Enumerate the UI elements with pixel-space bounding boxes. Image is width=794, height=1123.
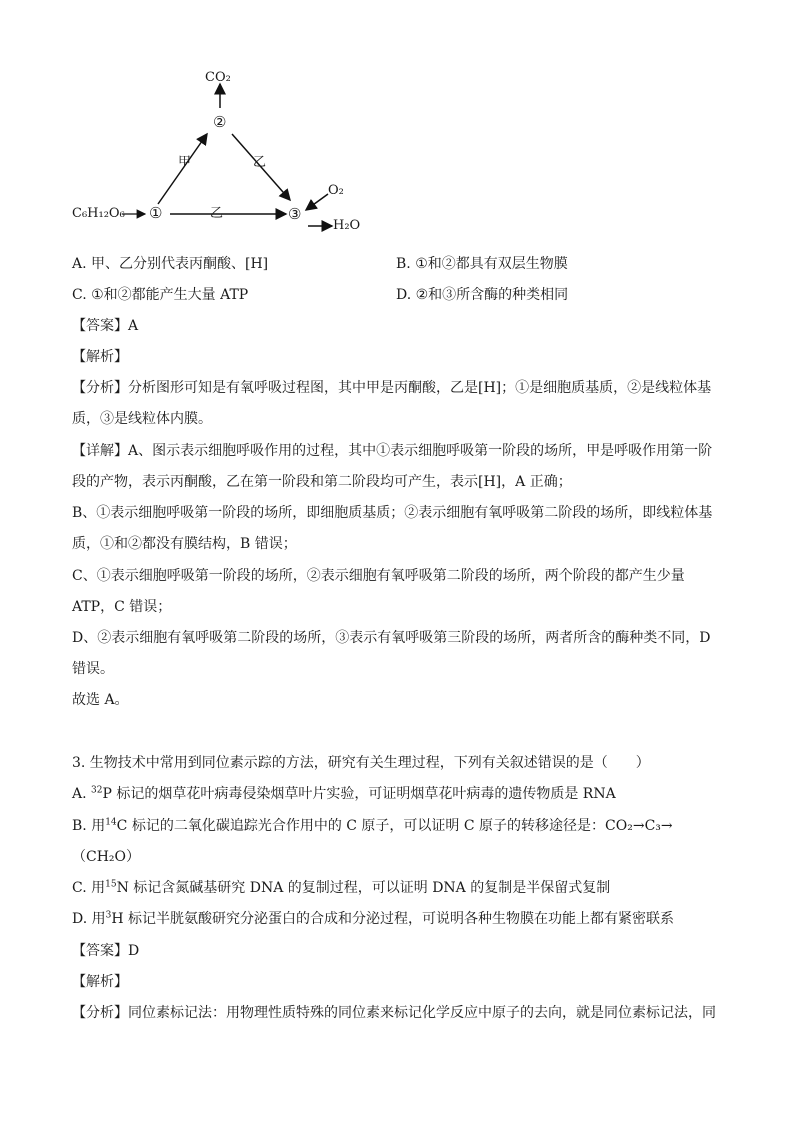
q3-option-b-isotope: 14 xyxy=(105,817,117,828)
q3-option-a xyxy=(72,784,732,804)
q3-option-c-text: N 标记含氮碱基研究 DNA 的复制过程，可以证明 DNA 的复制是半保留式复制 xyxy=(116,880,611,896)
q2-option-b: B. ①和②都具有双层生物膜 xyxy=(396,256,568,272)
q2-d-line1: D、②表示细胞有氧呼吸第二阶段的场所，③表示有氧呼吸第三阶段的场所，两者所含的酶种类不同，D xyxy=(72,630,711,646)
yi-label-lower: 乙 xyxy=(210,206,224,221)
q3-option-c-isotope: 15 xyxy=(105,879,117,890)
q3-option-b xyxy=(72,816,732,836)
q2-detail-line2: 段的产物，表示丙酮酸，乙在第一阶段和第二阶段均可产生，表示[H]，A 正确； xyxy=(72,474,572,490)
respiration-diagram xyxy=(60,62,390,242)
q2-c-line2: ATP，C 错误； xyxy=(72,599,172,615)
glucose-label: C₆H₁₂O₆ xyxy=(72,206,125,221)
node-3-label: ③ xyxy=(288,205,302,223)
q3-option-b-line2: （CH₂O） xyxy=(72,849,141,865)
yi-label-upper: 乙 xyxy=(253,155,267,170)
q2-analysis-header: 【解析】 xyxy=(72,349,128,365)
q2-option-d: D. ②和③所含酶的种类相同 xyxy=(396,287,569,303)
q2-detail-line1: 【详解】A、图示表示细胞呼吸作用的过程，其中①表示细胞呼吸第一阶段的场所，甲是呼吸作用第一阶 xyxy=(72,443,713,459)
q3-option-d xyxy=(72,909,732,929)
q3-stem: 3. 生物技术中常用到同位素示踪的方法，研究有关生理过程，下列有关叙述错误的是（ ） xyxy=(72,755,650,771)
q2-c-line1: C、①表示细胞呼吸第一阶段的场所，②表示细胞有氧呼吸第二阶段的场所，两个阶段的都产生少量 xyxy=(72,568,685,584)
q3-option-c-prefix: C. 用 xyxy=(72,880,106,896)
q3-option-b-text: C 标记的二氧化碳追踪光合作用中的 C 原子，可以证明 C 原子的转移途径是：CO₂→C₃→ xyxy=(116,818,673,834)
q3-answer: 【答案】D xyxy=(72,943,140,959)
q3-option-a-prefix: A. xyxy=(72,786,92,802)
q2-fenxi-line2: 质，③是线粒体内膜。 xyxy=(72,411,212,427)
q3-option-a-text: P 标记的烟草花叶病毒侵染烟草叶片实验，可证明烟草花叶病毒的遗传物质是 RNA xyxy=(102,786,616,802)
q2-conclusion: 故选 A。 xyxy=(72,692,129,708)
q2-answer: 【答案】A xyxy=(72,318,139,334)
jia-label: 甲 xyxy=(178,155,192,170)
q3-option-b-prefix: B. 用 xyxy=(72,818,106,834)
q3-option-d-prefix: D. 用 xyxy=(72,911,106,927)
node-2-label: ② xyxy=(213,113,227,131)
q3-fenxi-line1: 【分析】同位素标记法：用物理性质特殊的同位素来标记化学反应中原子的去向，就是同位素标记法，同 xyxy=(72,1005,716,1021)
h2o-label: H₂O xyxy=(333,218,361,233)
q2-option-a: A. 甲、乙分别代表丙酮酸、[H] xyxy=(72,256,269,272)
node-1-label: ① xyxy=(149,204,163,222)
q3-option-c xyxy=(72,878,732,898)
co2-label: CO₂ xyxy=(205,70,231,85)
q2-fenxi-line1: 【分析】分析图形可知是有氧呼吸过程图，其中甲是丙酮酸，乙是[H]；①是细胞质基质，②是线粒体基 xyxy=(72,380,712,396)
q2-b-line2: 质，①和②都没有膜结构，B 错误； xyxy=(72,536,297,552)
arrow-o2-to-node3 xyxy=(306,194,328,210)
q2-d-line2: 错误。 xyxy=(72,661,114,677)
o2-label: O₂ xyxy=(328,183,344,198)
q3-option-d-isotope: 3 xyxy=(105,910,112,921)
q3-option-d-text: H 标记半胱氨酸研究分泌蛋白的合成和分泌过程，可说明各种生物膜在功能上都有紧密联系 xyxy=(111,911,675,927)
q3-analysis-header: 【解析】 xyxy=(72,974,128,990)
q2-option-c: C. ①和②都能产生大量 ATP xyxy=(72,287,249,303)
q3-option-a-isotope: 32 xyxy=(91,785,103,796)
q2-b-line1: B、①表示细胞呼吸第一阶段的场所，即细胞质基质；②表示细胞有氧呼吸第二阶段的场所，即线粒体基 xyxy=(72,505,713,521)
